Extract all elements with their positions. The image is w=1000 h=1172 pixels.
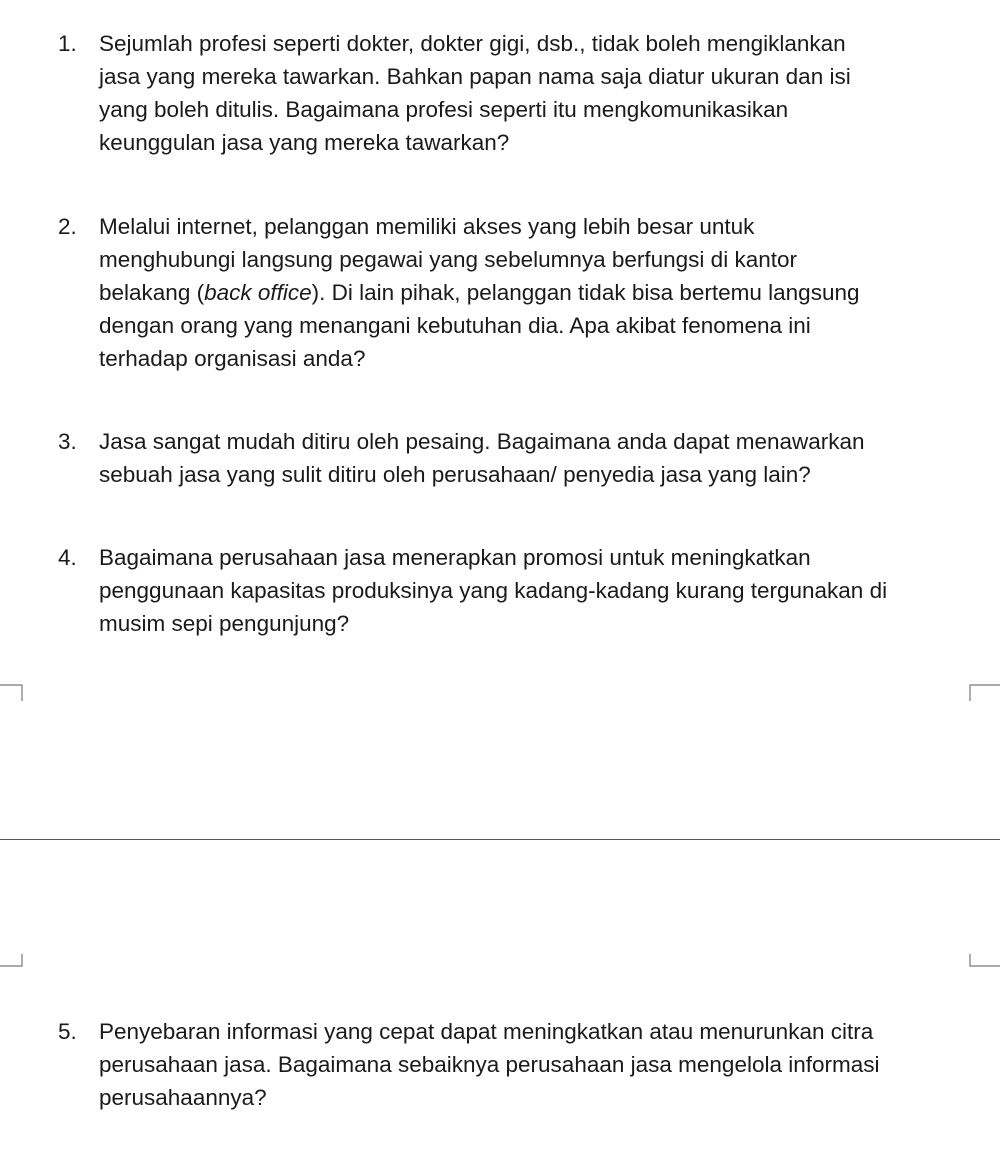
question-line: penggunaan kapasitas produksinya yang kadang-kadang kurang tergunakan di [99, 578, 888, 603]
question-line: keunggulan jasa yang mereka tawarkan? [99, 130, 510, 155]
question-number: 4. [58, 545, 77, 570]
question-line: Melalui internet, pelanggan memiliki akses yang lebih besar untuk [99, 214, 755, 239]
page-corner-mark-bottom-left [0, 950, 26, 980]
question-line: yang boleh ditulis. Bagaimana profesi seperti itu mengkomunikasikan [99, 97, 789, 122]
page-corner-mark-top-right [966, 673, 1000, 701]
question-line: Jasa sangat mudah ditiru oleh pesaing. Bagaimana anda dapat menawarkan [99, 429, 865, 454]
question-text [99, 1015, 979, 1114]
question-line: Sejumlah profesi seperti dokter, dokter gigi, dsb., tidak boleh mengiklankan [99, 31, 846, 56]
text-segment: belakang ( [99, 280, 205, 305]
question-line: Bagaimana perusahaan jasa menerapkan promosi untuk meningkatkan [99, 545, 811, 570]
page-divider [0, 839, 1000, 840]
question-line-mixed [99, 276, 979, 309]
question-line: Penyebaran informasi yang cepat dapat meningkatkan atau menurunkan citra [99, 1019, 874, 1044]
question-number: 1. [58, 31, 77, 56]
question-text [99, 425, 979, 491]
italic-term: back office [204, 280, 312, 305]
question-number: 3. [58, 429, 77, 454]
question-line: menghubungi langsung pegawai yang sebelumnya berfungsi di kantor [99, 247, 797, 272]
text-segment: ). Di lain pihak, pelanggan tidak bisa bertemu langsung [311, 280, 860, 305]
question-line: terhadap organisasi anda? [99, 346, 366, 371]
question-line: jasa yang mereka tawarkan. Bahkan papan nama saja diatur ukuran dan isi [99, 64, 851, 89]
question-text [99, 541, 979, 640]
question-line: musim sepi pengunjung? [99, 611, 350, 636]
question-text [99, 27, 979, 159]
question-line: sebuah jasa yang sulit ditiru oleh perusahaan/ penyedia jasa yang lain? [99, 462, 811, 487]
question-number: 5. [58, 1019, 77, 1044]
page-corner-mark-bottom-right [966, 950, 1000, 980]
page-corner-mark-top-left [0, 673, 26, 701]
question-number: 2. [58, 214, 77, 239]
question-line: perusahaannya? [99, 1085, 267, 1110]
question-text [99, 210, 979, 375]
question-line: perusahaan jasa. Bagaimana sebaiknya perusahaan jasa mengelola informasi [99, 1052, 880, 1077]
question-line: dengan orang yang menangani kebutuhan dia. Apa akibat fenomena ini [99, 313, 811, 338]
